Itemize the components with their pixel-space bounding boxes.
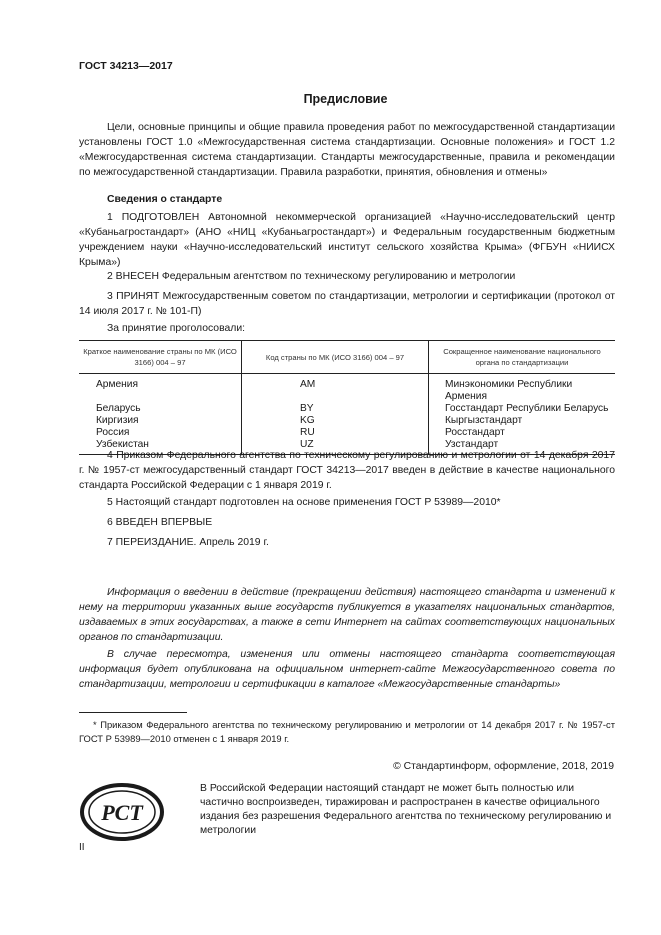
- intro-paragraph: Цели, основные принципы и общие правила проведения работ по межгосударственной стандартизации установлены ГОСТ 1.0 «Межгосударственная система стандартизации. Основные положения» и ГОСТ 1.2 «Межгосударственная система стандартизации. Стандарты межгосударственные, правила и рекомендации по межгосударственной стандартизации. Правила разработки, принятия, обновления и отмены»: [79, 122, 615, 178]
- cell-body: Минэкономики Республики Армения: [429, 374, 616, 404]
- vote-label: За принятие проголосовали:: [107, 323, 246, 334]
- item-1-prepared: 1 ПОДГОТОВЛЕН Автономной некоммерческой организацией «Научно-исследовательский центр «Кубаньагростандарт» (АНО «НИЦ «Кубаньагростандарт») и Федеральным государственным бюджетным учреждением науки «Научно-исследовательский институт сельского хозяйства Крыма» (ФГБУН «НИИСХ Крыма»): [79, 212, 615, 268]
- item-3-adopted: 3 ПРИНЯТ Межгосударственным советом по стандартизации, метрологии и сертификации (протокол от 14 июля 2017 г. № 101-П): [79, 291, 615, 317]
- info-heading: Сведения о стандарте: [107, 194, 223, 205]
- cell-country: Россия: [96, 427, 130, 438]
- cell-code: UZ: [242, 439, 429, 455]
- table-row: [79, 415, 615, 427]
- item-4-order: 4 Приказом Федерального агентства по техническому регулированию и метрологии от 14 декабря 2017 г. № 1957-ст межгосударственный стандарт ГОСТ 34213—2017 введен в действие в качестве национального стандарта Российской Федерации с 1 января 2019 г.: [79, 450, 615, 491]
- section-title: Предисловие: [303, 92, 388, 106]
- info-note-paragraph: Информация о введении в действие (прекращении действия) настоящего стандарта и изменений к нему на территории указанных выше государств публикуется в указателях национальных стандартов, издаваемых в этих государствах, а также в сети Интернет на сайтах соответствующих национальных органов по стандартизации.: [79, 587, 615, 643]
- revision-note-paragraph: В случае пересмотра, изменения или отмены настоящего стандарта соответствующая информация будет опубликована на официальном интернет-сайте Межгосударственного совета по стандартизации, метрологии и сертификации в каталоге «Межгосударственные стандарты»: [79, 649, 615, 690]
- countries-table: [79, 340, 615, 455]
- header-standards-body: Сокращенное наименование национального органа по стандартизации: [429, 341, 616, 374]
- cell-body: Госстандарт Республики Беларусь: [429, 403, 616, 415]
- cell-code: AM: [242, 374, 429, 404]
- cell-body: Росстандарт: [429, 427, 616, 439]
- rst-logo-icon: [80, 782, 164, 842]
- footnote-divider: [79, 712, 187, 713]
- cell-country: Киргизия: [96, 415, 139, 426]
- table-row: [79, 427, 615, 439]
- item-5-basis: 5 Настоящий стандарт подготовлен на основе применения ГОСТ Р 53989—2010*: [107, 497, 501, 508]
- cell-code: KG: [242, 415, 429, 427]
- cell-country: Армения: [96, 379, 138, 390]
- reproduction-notice: В Российской Федерации настоящий стандарт не может быть полностью или частично воспроизведен, тиражирован и распространен в качестве официального издания без разрешения Федерального агентства по техническому регулированию и метрологии: [200, 783, 612, 836]
- item-7-reissue: 7 ПЕРЕИЗДАНИЕ. Апрель 2019 г.: [107, 537, 269, 548]
- header-country-name: Краткое наименование страны по МК (ИСО 3166) 004 – 97: [79, 341, 242, 374]
- item-2-submitted: 2 ВНЕСЕН Федеральным агентством по техническому регулированию и метрологии: [107, 271, 516, 282]
- cell-country: Беларусь: [96, 403, 141, 414]
- cell-code: RU: [242, 427, 429, 439]
- logo-lettering: РСТ: [101, 800, 143, 825]
- footnote: * Приказом Федерального агентства по техническому регулированию и метрологии от 14 декабря 2017 г. № 1957-ст ГОСТ Р 53989—2010 отменен с 1 января 2019 г.: [79, 719, 615, 744]
- copyright-line: © Стандартинформ, оформление, 2018, 2019: [393, 761, 614, 772]
- document-code-header: ГОСТ 34213—2017: [79, 60, 173, 72]
- cell-body: Кыргызстандарт: [429, 415, 616, 427]
- table-row: [79, 403, 615, 415]
- page-number: II: [79, 842, 85, 853]
- table-header-row: [79, 341, 615, 374]
- cell-code: BY: [242, 403, 429, 415]
- table-row: [79, 374, 615, 404]
- item-6-first-introduced: 6 ВВЕДЕН ВПЕРВЫЕ: [107, 517, 213, 528]
- cell-country: Узбекистан: [79, 439, 242, 455]
- header-country-code: Код страны по МК (ИСО 3166) 004 – 97: [242, 341, 429, 374]
- cell-body: Узстандарт: [429, 439, 616, 455]
